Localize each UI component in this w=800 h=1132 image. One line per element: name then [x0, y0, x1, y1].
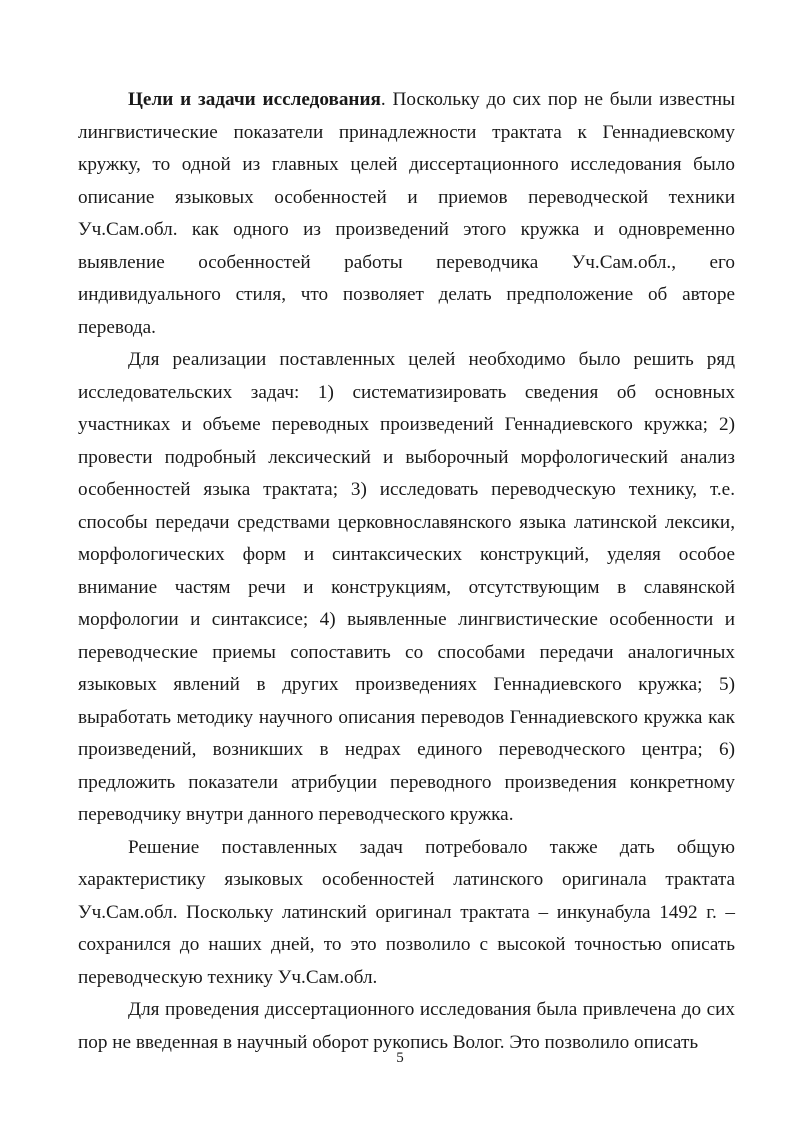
- document-body: [78, 84, 735, 1059]
- paragraph-text: Для реализации поставленных целей необходимо было решить ряд исследовательских задач: 1) систематизировать сведения об основных участниках и объеме переводных произведений Геннадиевского кружка; 2) провести подробный лексический и выборочный морфологический анализ особенностей языка трактата; 3) исследовать переводческую технику, т.е. способы передачи средствами церковнославянского языка латинской лексики, морфологических форм и синтаксических конструкций, уделяя особое внимание частям речи и конструкциям, отсутствующим в славянской морфологии и синтаксисе; 4) выявленные лингвистические особенности и переводческие приемы сопоставить со способами передачи аналогичных языковых явлений в других произведениях Геннадиевского кружка; 5) выработать методику научного описания переводов Геннадиевского кружка как произведений, возникших в недрах единого переводческого центра; 6) предложить показатели атрибуции переводного произведения конкретному переводчику внутри данного переводческого кружка.: [78, 349, 735, 825]
- paragraph-text: . Поскольку до сих пор не были известны лингвистические показатели принадлежности трактата к Геннадиевскому кружку, то одной из главных целей диссертационного исследования было описание языковых особенностей и приемов переводческой техники Уч.Сам.обл. как одного из произведений этого кружка и одновременно выявление особенностей работы переводчика Уч.Сам.обл., его индивидуального стиля, что позволяет делать предположение об авторе перевода.: [78, 89, 735, 338]
- page-number: 5: [396, 1050, 404, 1066]
- paragraph-text: Решение поставленных задач потребовало также дать общую характеристику языковых особенностей латинского оригинала трактата Уч.Сам.обл. Поскольку латинский оригинал трактата – инкунабула 1492 г. – сохранился до наших дней, то это позволило с высокой точностью описать переводческую технику Уч.Сам.обл.: [78, 836, 735, 988]
- paragraph-goals: [78, 84, 735, 344]
- paragraph-solution: [78, 832, 735, 995]
- paragraph-text: Для проведения диссертационного исследования была привлечена до сих пор не введенная в научный оборот рукопись Волог. Это позволило описать: [78, 999, 735, 1053]
- paragraph-lead-heading: Цели и задачи исследования: [128, 89, 381, 110]
- paragraph-tasks: [78, 344, 735, 832]
